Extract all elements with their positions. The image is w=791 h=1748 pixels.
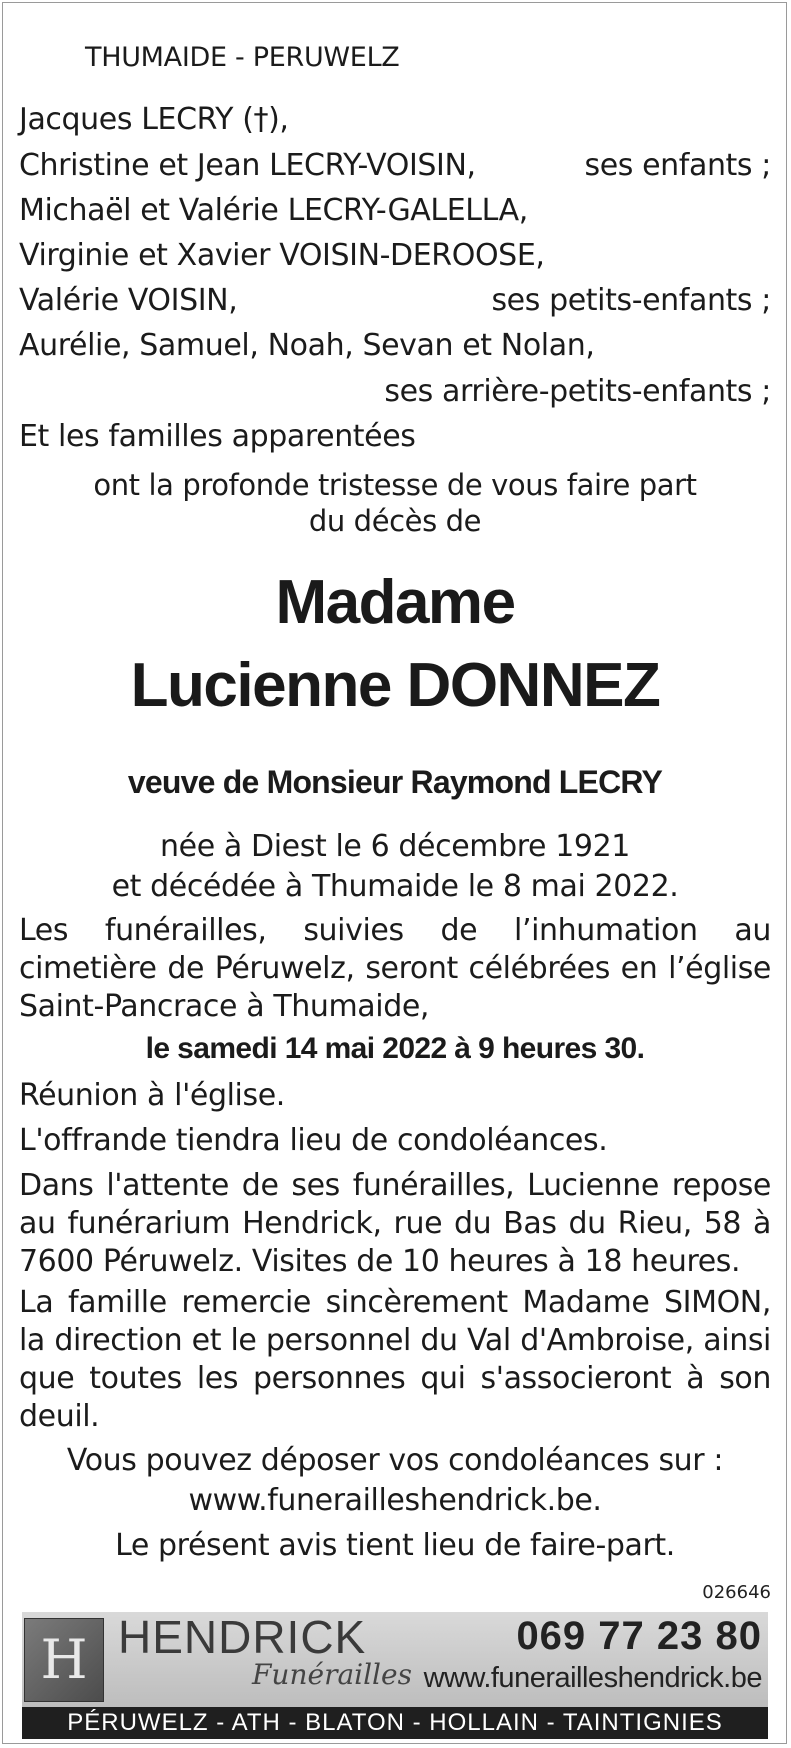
family-names-5: Valérie VOISIN, [19, 283, 238, 318]
widow-of: veuve de Monsieur Raymond LECRY [127, 764, 663, 800]
deceased-name: Lucienne DONNEZ [130, 651, 660, 720]
repose-paragraph: Dans l'attente de ses funérailles, Lucienne repose au funérarium Hendrick, rue du Bas du Rieu, 58 à 7600 Péruwelz. Visites de 10 heures à 18 heures. [19, 1168, 771, 1279]
hendrick-logo [24, 1618, 104, 1702]
place-heading: THUMAIDE - PERUWELZ [85, 42, 400, 73]
birth-line: née à Diest le 6 décembre 1921 [160, 829, 630, 864]
meeting-line: Réunion à l'église. [19, 1078, 285, 1113]
family-line-3: Michaël et Valérie LECRY-GALELLA, [19, 193, 528, 228]
funeral-home-banner [22, 1612, 768, 1707]
website: www.funerailleshendrick.be [423, 1662, 762, 1694]
family-line-8: Et les familles apparentées [19, 419, 416, 454]
condolences-url: www.funerailleshendrick.be. [188, 1483, 602, 1518]
family-line-6: Aurélie, Samuel, Noah, Sevan et Nolan, [19, 328, 595, 363]
family-line-4: Virginie et Xavier VOISIN-DEROOSE, [19, 238, 545, 273]
phone-number: 069 77 23 80 [516, 1614, 762, 1658]
family-line-2 [19, 146, 771, 186]
reference-number: 026646 [702, 1582, 771, 1603]
funeral-paragraph: Les funérailles, suivies de l’inhumation au cimetière de Péruwelz, seront célébrées en l’église Saint-Pancrace à Thumaide, [19, 913, 771, 1024]
brand-name: HENDRICK [118, 1612, 367, 1663]
role-children: ses enfants ; [584, 148, 771, 183]
death-line: et décédée à Thumaide le 8 mai 2022. [111, 869, 679, 904]
offering-line: L'offrande tiendra lieu de condoléances. [19, 1123, 608, 1158]
logo-letter: H [40, 1628, 88, 1691]
condolences-line: Vous pouvez déposer vos condoléances sur : [66, 1443, 724, 1478]
role-grandchildren: ses petits-enfants ; [491, 283, 771, 318]
family-names-2: Christine et Jean LECRY-VOISIN, [19, 148, 476, 183]
brand-subtitle: Funérailles [252, 1658, 412, 1691]
faire-part-line: Le présent avis tient lieu de faire-part. [115, 1528, 675, 1563]
funeral-date: le samedi 14 mai 2022 à 9 heures 30. [145, 1032, 645, 1065]
announcement-line-2: du décès de [308, 504, 482, 538]
towns-strip: PÉRUWELZ - ATH - BLATON - HOLLAIN - TAINTIGNIES [22, 1707, 768, 1739]
family-line-5 [19, 281, 771, 321]
role-great-grandchildren: ses arrière-petits-enfants ; [384, 374, 771, 409]
deceased-title: Madame [275, 568, 515, 637]
thanks-paragraph: La famille remercie sincèrement Madame SIMON, la direction et le personnel du Val d'Ambroise, ainsi que toutes les personnes qui s'associeront à son deuil. [19, 1285, 771, 1434]
family-line-1: Jacques LECRY (†), [19, 102, 289, 137]
announcement-line-1: ont la profonde tristesse de vous faire part [93, 468, 697, 502]
